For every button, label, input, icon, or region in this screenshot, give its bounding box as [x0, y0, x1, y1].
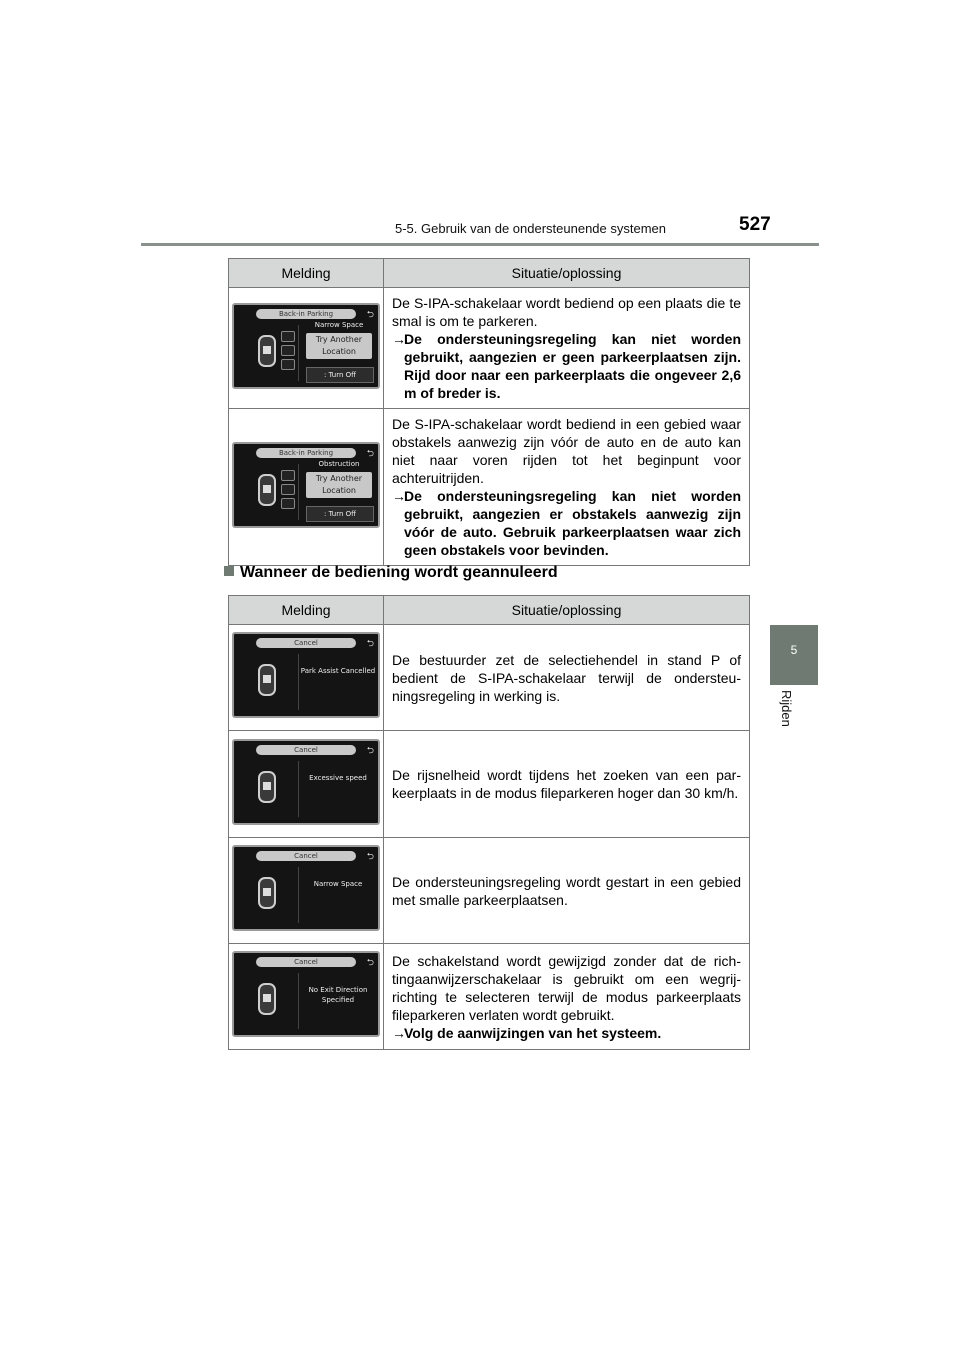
message-table-1 [228, 258, 750, 566]
solution-line [392, 1024, 741, 1042]
solution-text: Volg de aanwijzingen van het systeem. [404, 1024, 662, 1041]
section-title-text: Wanneer de bediening wordt geannuleerd [240, 564, 558, 581]
column-header-melding: Melding [229, 596, 384, 625]
screen-message: Narrow Space [313, 880, 363, 888]
back-icon: ⮌ [366, 745, 374, 756]
table-header-row [229, 596, 750, 625]
table-row [229, 731, 750, 838]
table-row [229, 409, 750, 566]
screen-message: Excessive speed [309, 773, 367, 782]
situation-text: De S-IPA-schakelaar wordt bediend in een gebied waar obstakels aanwezig zijn vóór de auto en de auto kan niet naar voren rijden tot het beginpunt voor achteruitrijden. [392, 416, 741, 486]
table-row [229, 838, 750, 944]
screen-message: Park Assist Cancelled [300, 667, 376, 675]
situation-text: De S-IPA-schakelaar wordt bediend op een plaats die te smal is om te parkeren. [392, 295, 741, 329]
back-icon: ⮌ [366, 448, 374, 459]
display-screen-image [232, 845, 380, 931]
display-screen-image [232, 303, 380, 389]
solution-text: De ondersteuningsregeling kan niet worden gebruikt, aangezien er geen parkeerplaatsen zijn. Rijd door naar een parkeerplaats die ongeveer 2,6 m of breder is. [404, 331, 741, 401]
turn-off-label: : Turn Off [306, 367, 374, 383]
back-icon: ⮌ [366, 639, 374, 649]
screen-divider [298, 973, 299, 1029]
car-icon [258, 771, 276, 803]
screen-title: Cancel [256, 851, 356, 861]
screen-divider [298, 867, 299, 923]
situation-text: De ondersteuningsregeling wordt gestart in een gebied met smalle parkeerplaatsen. [392, 873, 741, 908]
header-rule [141, 243, 819, 246]
column-header-situatie: Situatie/oplossing [384, 259, 750, 288]
solution-line [392, 487, 741, 559]
screen-title: Back-in Parking [256, 309, 356, 319]
screen-message: No Exit Direction Specified [308, 986, 368, 1004]
column-header-melding: Melding [229, 259, 384, 288]
back-icon: ⮌ [366, 309, 374, 320]
message-image-cell [229, 288, 384, 409]
solution-line [392, 330, 741, 402]
chapter-label-text: Rijden [779, 690, 794, 727]
section-heading: 5-5. Gebruik van de ondersteunende systemen [395, 221, 667, 236]
arrow-icon: → [392, 1024, 406, 1041]
screen-message: Obstruction [318, 459, 360, 468]
screen-divider [298, 325, 299, 381]
message-image-cell [229, 944, 384, 1050]
screen-title: Cancel [256, 745, 356, 755]
column-header-situatie: Situatie/oplossing [384, 596, 750, 625]
chapter-tab: 5 [770, 625, 818, 685]
arrow-icon: → [392, 331, 406, 347]
table-row [229, 625, 750, 731]
chapter-label [779, 690, 806, 750]
back-icon: ⮌ [366, 958, 374, 968]
display-screen-image [232, 632, 380, 718]
situation-cell [384, 288, 750, 409]
screen-divider [298, 464, 299, 520]
message-image-cell [229, 625, 384, 731]
solution-text: De ondersteuningsregeling kan niet worden gebruikt, aangezien er obstakels aanwezig zijn vóór de auto. Gebruik parkeerplaatsen waar zich geen obstakels voor bevinden. [404, 488, 741, 558]
message-image-cell [229, 838, 384, 944]
screen-title: Cancel [256, 638, 356, 648]
situation-cell [384, 944, 750, 1050]
page-number: 527 [739, 214, 771, 235]
display-screen-image [232, 442, 380, 528]
situation-cell [384, 409, 750, 566]
turn-off-label: : Turn Off [306, 506, 374, 522]
table-row [229, 944, 750, 1050]
parking-slots-icon [281, 331, 295, 373]
screen-divider [298, 654, 299, 710]
screen-message: Narrow Space [314, 320, 364, 329]
car-icon [258, 474, 276, 506]
parking-slots-icon [281, 470, 295, 512]
display-screen-image [232, 951, 380, 1037]
table-row [229, 288, 750, 409]
screen-divider [298, 761, 299, 817]
car-icon [258, 983, 276, 1015]
screen-title: Back-in Parking [256, 448, 356, 458]
display-screen-image [232, 739, 380, 825]
situation-text: De rijsnelheid wordt tijdens het zoeken van een par-keerplaats in de modus fileparkeren hoger dan 30 km/h. [392, 767, 741, 801]
try-another-location-button: Try Another Location [306, 333, 372, 359]
section-title [224, 564, 558, 582]
screen-title: Cancel [256, 957, 356, 967]
situation-cell [384, 731, 750, 838]
car-icon [258, 335, 276, 367]
car-icon [258, 664, 276, 696]
message-table-2 [228, 595, 750, 1050]
message-image-cell [229, 731, 384, 838]
section-marker-icon [224, 566, 234, 576]
arrow-icon: → [392, 488, 406, 504]
situation-text: De schakelstand wordt gewijzigd zonder dat de rich-tingaanwijzerschakelaar is gebruikt om een wegrij-richting te selecteren terwijl de modus parkeerplaats fileparkeren verlaten wordt gebruikt. [392, 952, 741, 1023]
car-icon [258, 877, 276, 909]
situation-text: De bestuurder zet de selectiehendel in stand P of bedient de S-IPA-schakelaar terwijl de ondersteu-ningsregeling in werking is. [392, 651, 741, 704]
situation-cell [384, 625, 750, 731]
table-header-row [229, 259, 750, 288]
try-another-location-button: Try Another Location [306, 472, 372, 498]
situation-cell [384, 838, 750, 944]
message-image-cell [229, 409, 384, 566]
back-icon: ⮌ [366, 852, 374, 862]
